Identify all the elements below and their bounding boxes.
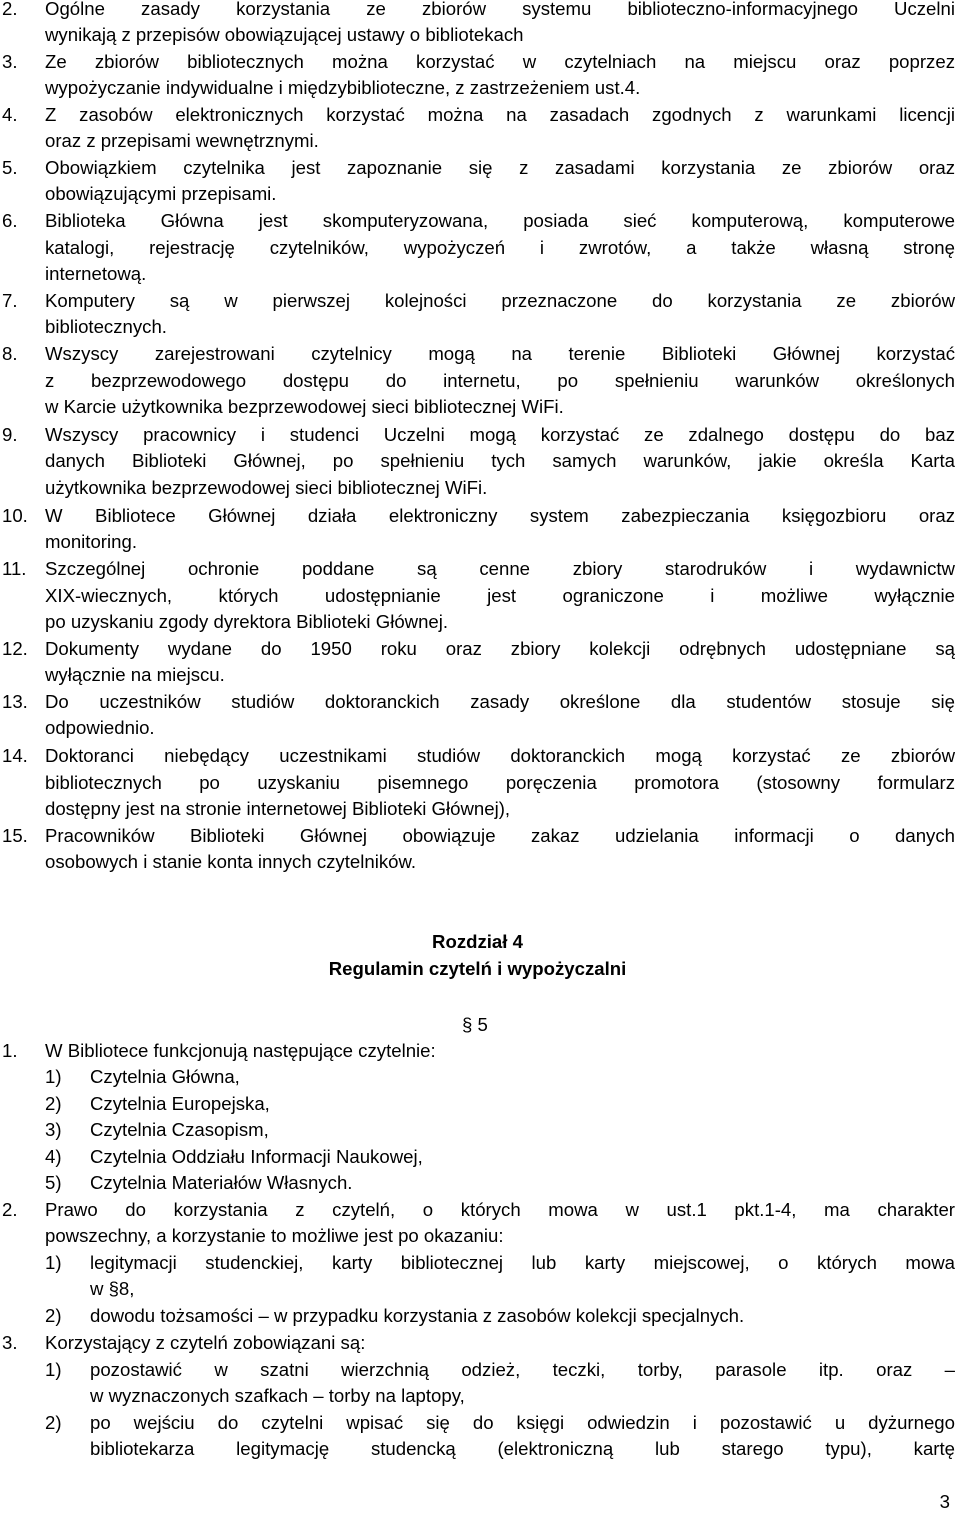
chapter-subtitle: Regulamin czytelń i wypożyczalni xyxy=(328,958,627,979)
list-item-line: bibliotecznych. xyxy=(45,316,167,337)
list-item-line: oraz z przepisami wewnętrznymi. xyxy=(45,130,319,151)
sublist-item-number: 1) xyxy=(45,1359,62,1380)
sublist-item-line: Czytelnia Europejska, xyxy=(90,1093,270,1114)
sublist-item-line: Czytelnia Oddziału Informacji Naukowej, xyxy=(90,1146,423,1167)
list-item-line: Komputery są w pierwszej kolejności przeznaczone do korzystania ze zbiorów xyxy=(45,290,955,311)
list-item-number: 2. xyxy=(2,0,18,19)
list-item-number: 2. xyxy=(2,1199,18,1220)
list-item-number: 4. xyxy=(2,104,18,125)
list-item-line: wypożyczanie indywidualne i międzybiblioteczne, z zastrzeżeniem ust.4. xyxy=(45,77,641,98)
list-item-line: Pracowników Biblioteki Głównej obowiązuje zakaz udzielania informacji o danych xyxy=(45,825,955,846)
list-item-line: dostępny jest na stronie internetowej Biblioteki Głównej), xyxy=(45,798,511,819)
list-item-line: obowiązującymi przepisami. xyxy=(45,183,277,204)
list-item-number: 3. xyxy=(2,1332,18,1353)
list-item-line: Z zasobów elektronicznych korzystać można na zasadach zgodnych z warunkami licencji xyxy=(45,104,955,125)
list-item-line: Wszyscy zarejestrowani czytelnicy mogą na terenie Biblioteki Głównej korzystać xyxy=(45,343,955,364)
list-item-line: monitoring. xyxy=(45,531,137,552)
list-item-line: z bezprzewodowego dostępu do internetu, po spełnieniu warunków określonych xyxy=(45,370,955,391)
list-item-line: Obowiązkiem czytelnika jest zapoznanie się z zasadami korzystania ze zbiorów oraz xyxy=(45,157,955,178)
page-number: 3 xyxy=(939,1491,950,1512)
sublist-item-number: 3) xyxy=(45,1119,62,1140)
list-item-line: bibliotecznych po uzyskaniu pisemnego poręczenia promotora (stosowny formularz xyxy=(45,772,955,793)
list-item-line: Doktoranci niebędący uczestnikami studiów doktoranckich mogą korzystać ze zbiorów xyxy=(45,745,955,766)
list-item-line: W Bibliotece Głównej działa elektroniczny system zabezpieczania księgozbioru oraz xyxy=(45,505,955,526)
list-item-number: 8. xyxy=(2,343,18,364)
sublist-item-line: legitymacji studenckiej, karty bibliotecznej lub karty miejscowej, o których mowa xyxy=(90,1252,955,1273)
list-item-line: osobowych i stanie konta innych czytelników. xyxy=(45,851,417,872)
sublist-item-line: po wejściu do czytelni wpisać się do księgi odwiedzin i pozostawić u dyżurnego xyxy=(90,1412,955,1433)
list-item-number: 14. xyxy=(2,745,28,766)
list-item-line: Biblioteka Główna jest skomputeryzowana, posiada sieć komputerową, komputerowe xyxy=(45,210,955,231)
sublist-item-number: 2) xyxy=(45,1093,62,1114)
sublist-item-line: Czytelnia Czasopism, xyxy=(90,1119,269,1140)
sublist-item-line: w wyznaczonych szafkach – torby na laptopy, xyxy=(90,1385,465,1406)
list-item-number: 11. xyxy=(2,558,27,579)
list-item-number: 5. xyxy=(2,157,18,178)
list-item-line: Dokumenty wydane do 1950 roku oraz zbiory kolekcji odrębnych udostępniane są xyxy=(45,638,955,659)
list-item-line: wynikają z przepisów obowiązującej ustawy o bibliotekach xyxy=(45,24,524,45)
list-item-line: Szczególnej ochronie poddane są cenne zbiory starodruków i wydawnictw xyxy=(45,558,955,579)
list-item-number: 15. xyxy=(2,825,28,846)
sublist-item-number: 2) xyxy=(45,1305,62,1326)
list-item-line: Prawo do korzystania z czytelń, o których mowa w ust.1 pkt.1-4, ma charakter xyxy=(45,1199,955,1220)
list-item-line: wyłącznie na miejscu. xyxy=(45,664,225,685)
list-item-line: powszechny, a korzystanie to możliwe jest po okazaniu: xyxy=(45,1225,504,1246)
list-item-number: 7. xyxy=(2,290,18,311)
list-item-line: danych Biblioteki Głównej, po spełnieniu tych samych warunków, jakie określa Karta xyxy=(45,450,955,471)
sublist-item-line: pozostawić w szatni wierzchnią odzież, teczki, torby, parasole itp. oraz – xyxy=(90,1359,955,1380)
sublist-item-number: 2) xyxy=(45,1412,62,1433)
sublist-item-number: 4) xyxy=(45,1146,62,1167)
list-item-line: Ze zbiorów bibliotecznych można korzystać w czytelniach na miejscu oraz poprzez xyxy=(45,51,955,72)
paragraph-mark: § 5 xyxy=(462,1014,488,1035)
list-item-line: użytkownika bezprzewodowej sieci bibliotecznej WiFi. xyxy=(45,477,488,498)
list-item-line: odpowiednio. xyxy=(45,717,155,738)
chapter-title: Rozdział 4 xyxy=(432,931,523,952)
list-item-number: 3. xyxy=(2,51,18,72)
list-item-line: Korzystający z czytelń zobowiązani są: xyxy=(45,1332,366,1353)
list-item-line: XIX-wiecznych, których udostępnianie jest ograniczone i możliwe wyłącznie xyxy=(45,585,955,606)
list-item-number: 13. xyxy=(2,691,28,712)
list-item-line: po uzyskaniu zgody dyrektora Biblioteki Głównej. xyxy=(45,611,449,632)
list-item-number: 9. xyxy=(2,424,18,445)
list-item-line: katalogi, rejestrację czytelników, wypożyczeń i zwrotów, a także własną stronę xyxy=(45,237,955,258)
sublist-item-number: 1) xyxy=(45,1252,62,1273)
list-item-line: Wszyscy pracownicy i studenci Uczelni mogą korzystać ze zdalnego dostępu do baz xyxy=(45,424,955,445)
sublist-item-number: 1) xyxy=(45,1066,62,1087)
list-item-line: internetową. xyxy=(45,263,147,284)
list-item-number: 10. xyxy=(2,505,28,526)
list-item-line: w Karcie użytkownika bezprzewodowej sieci bibliotecznej WiFi. xyxy=(45,396,564,417)
list-item-line: Ogólne zasady korzystania ze zbiorów systemu biblioteczno-informacyjnego Uczelni xyxy=(45,0,955,19)
list-item-line: Do uczestników studiów doktoranckich zasady określone dla studentów stosuje się xyxy=(45,691,955,712)
sublist-item-line: bibliotekarza legitymację studencką (elektroniczną lub starego typu), kartę xyxy=(90,1438,955,1459)
sublist-item-number: 5) xyxy=(45,1172,62,1193)
list-item-number: 1. xyxy=(2,1040,18,1061)
sublist-item-line: w §8, xyxy=(90,1278,135,1299)
sublist-item-line: Czytelnia Główna, xyxy=(90,1066,240,1087)
sublist-item-line: dowodu tożsamości – w przypadku korzystania z zasobów kolekcji specjalnych. xyxy=(90,1305,745,1326)
list-item-number: 12. xyxy=(2,638,28,659)
list-item-line: W Bibliotece funkcjonują następujące czytelnie: xyxy=(45,1040,436,1061)
sublist-item-line: Czytelnia Materiałów Własnych. xyxy=(90,1172,353,1193)
list-item-number: 6. xyxy=(2,210,18,231)
